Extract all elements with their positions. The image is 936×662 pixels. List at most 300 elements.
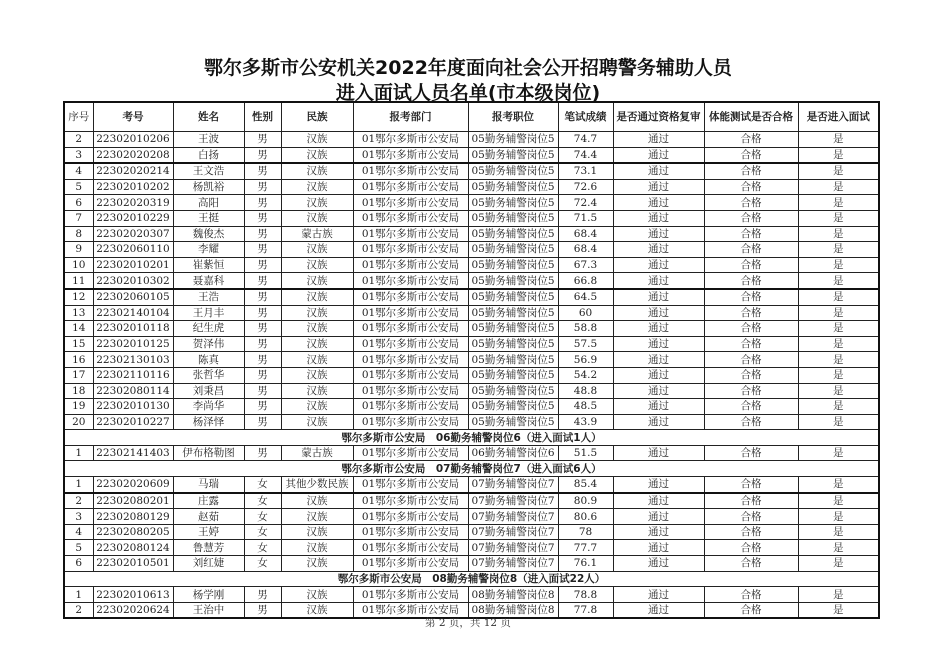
- cell-fitness-test: 合格: [704, 383, 798, 399]
- table-row: [64, 132, 879, 148]
- cell-seq: 7: [64, 210, 93, 226]
- table-row: [64, 524, 879, 540]
- cell-interview: 是: [798, 414, 879, 430]
- cell-written-score: 77.7: [558, 540, 613, 556]
- cell-exam-id: 22302020609: [93, 477, 173, 493]
- cell-interview: 是: [798, 242, 879, 258]
- cell-ethnicity: 汉族: [281, 509, 353, 525]
- cell-fitness-test: 合格: [704, 336, 798, 352]
- cell-written-score: 54.2: [558, 367, 613, 383]
- column-header-seq: 序号: [64, 102, 93, 132]
- cell-name: 刘红婕: [173, 556, 244, 572]
- cell-gender: 男: [244, 132, 281, 148]
- cell-qualification-review: 通过: [613, 524, 704, 540]
- cell-name: 杨学刚: [173, 587, 244, 603]
- cell-qualification-review: 通过: [613, 352, 704, 368]
- cell-exam-id: 22302020319: [93, 195, 173, 211]
- cell-gender: 男: [244, 257, 281, 273]
- cell-position: 05勤务辅警岗位5: [468, 210, 558, 226]
- cell-written-score: 78.8: [558, 587, 613, 603]
- cell-exam-id: 22302140104: [93, 305, 173, 321]
- cell-name: 杨凯裕: [173, 179, 244, 195]
- cell-position: 05勤务辅警岗位5: [468, 226, 558, 242]
- cell-qualification-review: 通过: [613, 587, 704, 603]
- cell-interview: 是: [798, 367, 879, 383]
- cell-interview: 是: [798, 321, 879, 337]
- cell-position: 05勤务辅警岗位5: [468, 179, 558, 195]
- cell-department: 01鄂尔多斯市公安局: [353, 195, 468, 211]
- cell-ethnicity: 汉族: [281, 305, 353, 321]
- cell-department: 01鄂尔多斯市公安局: [353, 445, 468, 461]
- cell-seq: 2: [64, 132, 93, 148]
- cell-qualification-review: 通过: [613, 336, 704, 352]
- cell-position: 06勤务辅警岗位6: [468, 445, 558, 461]
- cell-interview: 是: [798, 587, 879, 603]
- cell-name: 赵茹: [173, 509, 244, 525]
- cell-interview: 是: [798, 445, 879, 461]
- table-row: [64, 352, 879, 368]
- cell-written-score: 72.4: [558, 195, 613, 211]
- cell-gender: 男: [244, 226, 281, 242]
- cell-gender: 女: [244, 524, 281, 540]
- cell-ethnicity: 汉族: [281, 242, 353, 258]
- cell-interview: 是: [798, 336, 879, 352]
- column-header-interview: 是否进入面试: [798, 102, 879, 132]
- cell-fitness-test: 合格: [704, 242, 798, 258]
- cell-gender: 男: [244, 210, 281, 226]
- cell-ethnicity: 其他少数民族: [281, 477, 353, 493]
- cell-gender: 男: [244, 445, 281, 461]
- cell-position: 05勤务辅警岗位5: [468, 163, 558, 179]
- cell-qualification-review: 通过: [613, 509, 704, 525]
- cell-ethnicity: 汉族: [281, 524, 353, 540]
- table-row: [64, 493, 879, 509]
- table-row: [64, 399, 879, 415]
- cell-fitness-test: 合格: [704, 477, 798, 493]
- cell-fitness-test: 合格: [704, 210, 798, 226]
- cell-name: 魏俊杰: [173, 226, 244, 242]
- cell-qualification-review: 通过: [613, 257, 704, 273]
- cell-name: 张哲华: [173, 367, 244, 383]
- cell-exam-id: 22302080201: [93, 493, 173, 509]
- table-row: [64, 477, 879, 493]
- column-header-ethnicity: 民族: [281, 102, 353, 132]
- table-row: [64, 587, 879, 603]
- cell-fitness-test: 合格: [704, 524, 798, 540]
- cell-exam-id: 22302010125: [93, 336, 173, 352]
- cell-gender: 男: [244, 179, 281, 195]
- cell-position: 05勤务辅警岗位5: [468, 147, 558, 163]
- column-header-written-score: 笔试成绩: [558, 102, 613, 132]
- cell-interview: 是: [798, 195, 879, 211]
- cell-fitness-test: 合格: [704, 509, 798, 525]
- cell-name: 马瑞: [173, 477, 244, 493]
- cell-exam-id: 22302010613: [93, 587, 173, 603]
- cell-exam-id: 22302010202: [93, 179, 173, 195]
- cell-qualification-review: 通过: [613, 445, 704, 461]
- cell-exam-id: 22302141403: [93, 445, 173, 461]
- cell-seq: 9: [64, 242, 93, 258]
- cell-interview: 是: [798, 226, 879, 242]
- cell-fitness-test: 合格: [704, 226, 798, 242]
- table-header-row: [64, 102, 879, 132]
- table-row: [64, 321, 879, 337]
- cell-exam-id: 22302010501: [93, 556, 173, 572]
- cell-ethnicity: 汉族: [281, 540, 353, 556]
- cell-written-score: 66.8: [558, 273, 613, 289]
- cell-exam-id: 22302020624: [93, 602, 173, 618]
- cell-department: 01鄂尔多斯市公安局: [353, 540, 468, 556]
- cell-exam-id: 22302080114: [93, 383, 173, 399]
- cell-department: 01鄂尔多斯市公安局: [353, 289, 468, 305]
- cell-fitness-test: 合格: [704, 147, 798, 163]
- cell-ethnicity: 汉族: [281, 132, 353, 148]
- cell-position: 05勤务辅警岗位5: [468, 367, 558, 383]
- column-header-name: 姓名: [173, 102, 244, 132]
- cell-seq: 13: [64, 305, 93, 321]
- table-row: [64, 445, 879, 461]
- table-row: [64, 367, 879, 383]
- cell-gender: 男: [244, 414, 281, 430]
- cell-fitness-test: 合格: [704, 321, 798, 337]
- cell-name: 杨泽怿: [173, 414, 244, 430]
- cell-name: 刘秉昌: [173, 383, 244, 399]
- cell-ethnicity: 汉族: [281, 602, 353, 618]
- cell-position: 05勤务辅警岗位5: [468, 257, 558, 273]
- cell-name: 王挺: [173, 210, 244, 226]
- cell-seq: 3: [64, 509, 93, 525]
- column-header-gender: 性别: [244, 102, 281, 132]
- cell-fitness-test: 合格: [704, 367, 798, 383]
- cell-gender: 男: [244, 163, 281, 179]
- cell-interview: 是: [798, 147, 879, 163]
- cell-department: 01鄂尔多斯市公安局: [353, 257, 468, 273]
- cell-ethnicity: 蒙古族: [281, 445, 353, 461]
- table-row: [64, 383, 879, 399]
- cell-seq: 5: [64, 179, 93, 195]
- cell-gender: 男: [244, 195, 281, 211]
- cell-exam-id: 22302080124: [93, 540, 173, 556]
- cell-seq: 11: [64, 273, 93, 289]
- cell-name: 王婷: [173, 524, 244, 540]
- cell-qualification-review: 通过: [613, 132, 704, 148]
- cell-exam-id: 22302130103: [93, 352, 173, 368]
- cell-fitness-test: 合格: [704, 493, 798, 509]
- cell-ethnicity: 蒙古族: [281, 226, 353, 242]
- cell-position: 08勤务辅警岗位8: [468, 587, 558, 603]
- section-header: 鄂尔多斯市公安局 06勤务辅警岗位6（进入面试1人）: [64, 430, 879, 446]
- cell-ethnicity: 汉族: [281, 383, 353, 399]
- cell-position: 05勤务辅警岗位5: [468, 242, 558, 258]
- cell-written-score: 71.5: [558, 210, 613, 226]
- cell-department: 01鄂尔多斯市公安局: [353, 179, 468, 195]
- cell-written-score: 64.5: [558, 289, 613, 305]
- cell-written-score: 67.3: [558, 257, 613, 273]
- cell-name: 崔紫恒: [173, 257, 244, 273]
- table-row: [64, 226, 879, 242]
- cell-interview: 是: [798, 132, 879, 148]
- table-row: [64, 273, 879, 289]
- cell-written-score: 72.6: [558, 179, 613, 195]
- table-row: [64, 556, 879, 572]
- cell-department: 01鄂尔多斯市公安局: [353, 524, 468, 540]
- cell-ethnicity: 汉族: [281, 556, 353, 572]
- column-header-exam-id: 考号: [93, 102, 173, 132]
- table-row: [64, 289, 879, 305]
- cell-interview: 是: [798, 383, 879, 399]
- cell-gender: 女: [244, 493, 281, 509]
- table-row: [64, 257, 879, 273]
- cell-written-score: 73.1: [558, 163, 613, 179]
- cell-position: 05勤务辅警岗位5: [468, 383, 558, 399]
- cell-name: 李尚华: [173, 399, 244, 415]
- table-row: [64, 147, 879, 163]
- cell-exam-id: 22302010201: [93, 257, 173, 273]
- cell-name: 高阳: [173, 195, 244, 211]
- table-row: [64, 336, 879, 352]
- cell-fitness-test: 合格: [704, 289, 798, 305]
- cell-written-score: 58.8: [558, 321, 613, 337]
- cell-gender: 女: [244, 556, 281, 572]
- table-row: [64, 305, 879, 321]
- cell-written-score: 77.8: [558, 602, 613, 618]
- cell-qualification-review: 通过: [613, 210, 704, 226]
- cell-name: 鲁慧芳: [173, 540, 244, 556]
- cell-gender: 男: [244, 336, 281, 352]
- cell-qualification-review: 通过: [613, 414, 704, 430]
- section-header-row: [64, 571, 879, 587]
- cell-ethnicity: 汉族: [281, 352, 353, 368]
- cell-gender: 男: [244, 321, 281, 337]
- cell-department: 01鄂尔多斯市公安局: [353, 477, 468, 493]
- table-row: [64, 163, 879, 179]
- cell-exam-id: 22302060105: [93, 289, 173, 305]
- cell-position: 07勤务辅警岗位7: [468, 524, 558, 540]
- cell-exam-id: 22302020214: [93, 163, 173, 179]
- cell-qualification-review: 通过: [613, 163, 704, 179]
- cell-interview: 是: [798, 477, 879, 493]
- cell-ethnicity: 汉族: [281, 195, 353, 211]
- cell-qualification-review: 通过: [613, 367, 704, 383]
- cell-written-score: 68.4: [558, 226, 613, 242]
- cell-written-score: 80.6: [558, 509, 613, 525]
- cell-department: 01鄂尔多斯市公安局: [353, 587, 468, 603]
- cell-seq: 1: [64, 587, 93, 603]
- cell-gender: 女: [244, 540, 281, 556]
- candidate-table: [63, 101, 880, 619]
- cell-name: 纪生虎: [173, 321, 244, 337]
- cell-seq: 2: [64, 602, 93, 618]
- section-header: 鄂尔多斯市公安局 08勤务辅警岗位8（进入面试22人）: [64, 571, 879, 587]
- cell-fitness-test: 合格: [704, 132, 798, 148]
- cell-written-score: 80.9: [558, 493, 613, 509]
- cell-department: 01鄂尔多斯市公安局: [353, 226, 468, 242]
- cell-exam-id: 22302060110: [93, 242, 173, 258]
- cell-position: 07勤务辅警岗位7: [468, 477, 558, 493]
- cell-qualification-review: 通过: [613, 273, 704, 289]
- cell-position: 05勤务辅警岗位5: [468, 289, 558, 305]
- table-row: [64, 242, 879, 258]
- cell-interview: 是: [798, 210, 879, 226]
- cell-department: 01鄂尔多斯市公安局: [353, 321, 468, 337]
- cell-ethnicity: 汉族: [281, 273, 353, 289]
- cell-fitness-test: 合格: [704, 587, 798, 603]
- table-row: [64, 509, 879, 525]
- cell-department: 01鄂尔多斯市公安局: [353, 163, 468, 179]
- cell-ethnicity: 汉族: [281, 210, 353, 226]
- cell-gender: 男: [244, 305, 281, 321]
- cell-fitness-test: 合格: [704, 163, 798, 179]
- table-row: [64, 195, 879, 211]
- cell-exam-id: 22302110116: [93, 367, 173, 383]
- cell-department: 01鄂尔多斯市公安局: [353, 352, 468, 368]
- cell-seq: 1: [64, 477, 93, 493]
- cell-written-score: 74.4: [558, 147, 613, 163]
- cell-seq: 17: [64, 367, 93, 383]
- cell-interview: 是: [798, 602, 879, 618]
- cell-name: 王治中: [173, 602, 244, 618]
- cell-name: 贺泽伟: [173, 336, 244, 352]
- cell-name: 王月丰: [173, 305, 244, 321]
- cell-ethnicity: 汉族: [281, 414, 353, 430]
- cell-position: 05勤务辅警岗位5: [468, 273, 558, 289]
- cell-department: 01鄂尔多斯市公安局: [353, 336, 468, 352]
- cell-department: 01鄂尔多斯市公安局: [353, 493, 468, 509]
- cell-exam-id: 22302020307: [93, 226, 173, 242]
- cell-gender: 男: [244, 399, 281, 415]
- cell-ethnicity: 汉族: [281, 336, 353, 352]
- cell-written-score: 74.7: [558, 132, 613, 148]
- cell-interview: 是: [798, 524, 879, 540]
- section-header: 鄂尔多斯市公安局 07勤务辅警岗位7（进入面试6人）: [64, 461, 879, 477]
- cell-seq: 6: [64, 195, 93, 211]
- cell-written-score: 48.5: [558, 399, 613, 415]
- cell-written-score: 76.1: [558, 556, 613, 572]
- column-header-qualification-review: 是否通过资格复审: [613, 102, 704, 132]
- cell-interview: 是: [798, 493, 879, 509]
- cell-fitness-test: 合格: [704, 556, 798, 572]
- column-header-department: 报考部门: [353, 102, 468, 132]
- cell-position: 05勤务辅警岗位5: [468, 336, 558, 352]
- cell-interview: 是: [798, 289, 879, 305]
- cell-written-score: 85.4: [558, 477, 613, 493]
- cell-position: 05勤务辅警岗位5: [468, 305, 558, 321]
- cell-qualification-review: 通过: [613, 289, 704, 305]
- cell-qualification-review: 通过: [613, 602, 704, 618]
- cell-department: 01鄂尔多斯市公安局: [353, 399, 468, 415]
- cell-name: 李耀: [173, 242, 244, 258]
- cell-qualification-review: 通过: [613, 195, 704, 211]
- cell-gender: 男: [244, 289, 281, 305]
- cell-position: 05勤务辅警岗位5: [468, 321, 558, 337]
- table-row: [64, 540, 879, 556]
- cell-interview: 是: [798, 556, 879, 572]
- cell-ethnicity: 汉族: [281, 399, 353, 415]
- cell-ethnicity: 汉族: [281, 587, 353, 603]
- cell-ethnicity: 汉族: [281, 493, 353, 509]
- cell-seq: 10: [64, 257, 93, 273]
- cell-gender: 男: [244, 147, 281, 163]
- cell-exam-id: 22302020208: [93, 147, 173, 163]
- cell-seq: 16: [64, 352, 93, 368]
- cell-exam-id: 22302010229: [93, 210, 173, 226]
- cell-seq: 2: [64, 493, 93, 509]
- cell-department: 01鄂尔多斯市公安局: [353, 273, 468, 289]
- cell-seq: 5: [64, 540, 93, 556]
- cell-gender: 男: [244, 367, 281, 383]
- cell-exam-id: 22302080129: [93, 509, 173, 525]
- cell-fitness-test: 合格: [704, 445, 798, 461]
- cell-position: 08勤务辅警岗位8: [468, 602, 558, 618]
- cell-position: 05勤务辅警岗位5: [468, 132, 558, 148]
- cell-department: 01鄂尔多斯市公安局: [353, 242, 468, 258]
- table-row: [64, 210, 879, 226]
- cell-position: 07勤务辅警岗位7: [468, 540, 558, 556]
- cell-fitness-test: 合格: [704, 257, 798, 273]
- cell-seq: 19: [64, 399, 93, 415]
- cell-fitness-test: 合格: [704, 602, 798, 618]
- cell-seq: 20: [64, 414, 93, 430]
- cell-fitness-test: 合格: [704, 352, 798, 368]
- cell-department: 01鄂尔多斯市公安局: [353, 383, 468, 399]
- cell-department: 01鄂尔多斯市公安局: [353, 132, 468, 148]
- cell-gender: 女: [244, 509, 281, 525]
- cell-qualification-review: 通过: [613, 399, 704, 415]
- cell-name: 陈真: [173, 352, 244, 368]
- cell-fitness-test: 合格: [704, 399, 798, 415]
- cell-seq: 1: [64, 445, 93, 461]
- cell-written-score: 68.4: [558, 242, 613, 258]
- cell-seq: 4: [64, 524, 93, 540]
- cell-written-score: 51.5: [558, 445, 613, 461]
- table-row: [64, 414, 879, 430]
- cell-qualification-review: 通过: [613, 242, 704, 258]
- cell-exam-id: 22302010130: [93, 399, 173, 415]
- cell-fitness-test: 合格: [704, 540, 798, 556]
- cell-department: 01鄂尔多斯市公安局: [353, 509, 468, 525]
- cell-gender: 男: [244, 602, 281, 618]
- cell-qualification-review: 通过: [613, 305, 704, 321]
- cell-seq: 3: [64, 147, 93, 163]
- cell-position: 05勤务辅警岗位5: [468, 399, 558, 415]
- cell-qualification-review: 通过: [613, 383, 704, 399]
- cell-gender: 男: [244, 352, 281, 368]
- cell-seq: 12: [64, 289, 93, 305]
- cell-position: 05勤务辅警岗位5: [468, 352, 558, 368]
- cell-qualification-review: 通过: [613, 556, 704, 572]
- cell-interview: 是: [798, 273, 879, 289]
- cell-interview: 是: [798, 179, 879, 195]
- cell-department: 01鄂尔多斯市公安局: [353, 367, 468, 383]
- cell-ethnicity: 汉族: [281, 147, 353, 163]
- cell-seq: 6: [64, 556, 93, 572]
- document-subtitle: 进入面试人员名单(市本级岗位): [335, 82, 601, 104]
- cell-fitness-test: 合格: [704, 305, 798, 321]
- cell-qualification-review: 通过: [613, 147, 704, 163]
- cell-qualification-review: 通过: [613, 226, 704, 242]
- cell-gender: 男: [244, 587, 281, 603]
- cell-seq: 8: [64, 226, 93, 242]
- cell-written-score: 48.8: [558, 383, 613, 399]
- cell-department: 01鄂尔多斯市公安局: [353, 147, 468, 163]
- cell-ethnicity: 汉族: [281, 179, 353, 195]
- cell-gender: 男: [244, 242, 281, 258]
- cell-written-score: 43.9: [558, 414, 613, 430]
- cell-department: 01鄂尔多斯市公安局: [353, 602, 468, 618]
- cell-fitness-test: 合格: [704, 273, 798, 289]
- cell-position: 05勤务辅警岗位5: [468, 195, 558, 211]
- cell-gender: 男: [244, 273, 281, 289]
